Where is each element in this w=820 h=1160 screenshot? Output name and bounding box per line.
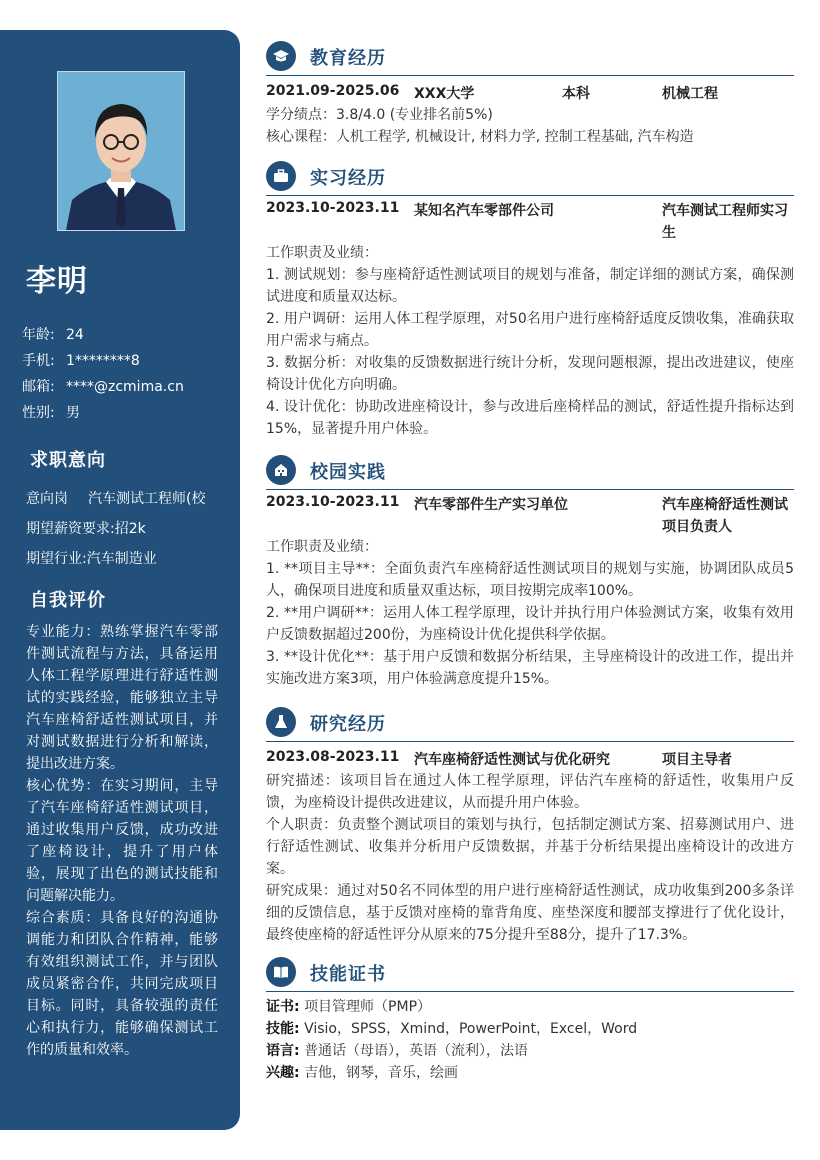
hobby-value: 吉他，钢琴，音乐，绘画 xyxy=(304,1065,459,1081)
phone-label: 手机: xyxy=(22,353,55,369)
lang-value: 普通话（母语），英语（流利），法语 xyxy=(304,1043,529,1059)
age-label: 年龄: xyxy=(22,327,55,343)
job-intent xyxy=(26,484,236,574)
intern-item: 1. 测试规划：参与座椅舒适性测试项目的规划与准备，制定详细的测试方案，确保测试进度和质量双达标。 xyxy=(266,267,794,305)
self-eval-paragraph: 核心优势：在实习期间，主导了汽车座椅舒适性测试项目，通过收集用户反馈，成功改进了座椅设计，提升了用户体验，展现了出色的测试技能和问题解决能力。 xyxy=(26,778,218,904)
edu-gpa: 学分绩点：3.8/4.0 (专业排名前5%) xyxy=(266,107,493,123)
info-phone xyxy=(22,348,232,374)
campus-row xyxy=(266,490,794,536)
cert-value: 项目管理师（PMP） xyxy=(304,999,432,1015)
intern-date: 2023.10-2023.11 xyxy=(266,200,400,216)
campus-item: 2. **用户调研**：运用人体工程学原理，设计并执行用户体验测试方案，收集有效用户反馈数据超过200份，为座椅设计优化提供科学依据。 xyxy=(266,605,794,643)
edu-date: 2021.09-2025.06 xyxy=(266,83,400,99)
self-eval-paragraph: 专业能力：熟练掌握汽车零部件测试流程与方法，具备运用人体工程学原理进行舒适性测试的实践经验，能够独立主导汽车座椅舒适性测试项目，并对测试数据进行分析和解读，提出改进方案。 xyxy=(26,624,218,772)
edu-major: 机械工程 xyxy=(662,86,718,102)
skill-label: 技能: xyxy=(266,1021,300,1037)
intern-intro: 工作职责及业绩： xyxy=(266,245,378,261)
section-header xyxy=(266,161,794,196)
info-age xyxy=(22,322,232,348)
research-project: 汽车座椅舒适性测试与优化研究 xyxy=(414,752,610,768)
intent-salary xyxy=(26,514,236,544)
intern-details xyxy=(266,242,794,440)
intern-item: 4. 设计优化：协助改进座椅设计，参与改进后座椅样品的测试，舒适性提升指标达到15%，显著提升用户体验。 xyxy=(266,399,794,437)
age-value: 24 xyxy=(66,327,84,343)
skill-tools xyxy=(266,1018,794,1040)
intent-heading: 求职意向 xyxy=(30,450,106,471)
intent-position xyxy=(26,484,236,514)
section-title: 技能证书 xyxy=(310,964,386,985)
section-title: 实习经历 xyxy=(310,168,386,189)
flask-icon xyxy=(266,707,296,737)
section-header xyxy=(266,41,794,76)
research-role: 项目主导者 xyxy=(662,752,732,768)
campus-details xyxy=(266,536,794,690)
research-row xyxy=(266,746,794,768)
internship-row xyxy=(266,196,794,242)
industry-value: 汽车制造业 xyxy=(86,551,157,567)
research-date: 2023.08-2023.11 xyxy=(266,749,400,765)
email-value: ****@zcmima.cn xyxy=(66,379,184,395)
research-details xyxy=(266,770,794,946)
lang-label: 语言: xyxy=(266,1043,300,1059)
campus-org: 汽车零部件生产实习单位 xyxy=(414,497,568,513)
building-icon xyxy=(266,455,296,485)
edu-degree: 本科 xyxy=(562,86,590,102)
candidate-name: 李明 xyxy=(26,264,88,299)
campus-role: 汽车座椅舒适性测试项目负责人 xyxy=(662,497,788,535)
section-header xyxy=(266,957,794,992)
position-label: 意向岗 xyxy=(26,491,68,507)
section-header xyxy=(266,707,794,742)
edu-courses: 核心课程：人机工程学, 机械设计, 材料力学, 控制工程基础, 汽车构造 xyxy=(266,129,694,145)
gender-value: 男 xyxy=(66,405,80,421)
edu-school: XXX大学 xyxy=(414,86,475,102)
campus-intro: 工作职责及业绩： xyxy=(266,539,378,555)
research-item: 个人职责：负责整个测试项目的策划与执行，包括制定测试方案、招募测试用户、进行舒适性测试、收集并分析用户反馈数据，并基于分析结果提出座椅设计的改进方案。 xyxy=(266,817,794,877)
education-row xyxy=(266,80,794,102)
self-eval-heading: 自我评价 xyxy=(30,590,106,611)
intent-industry xyxy=(26,544,236,574)
skill-cert xyxy=(266,996,794,1018)
skill-hobby xyxy=(266,1062,794,1084)
research-item: 研究成果：通过对50名不同体型的用户进行座椅舒适性测试，成功收集到200多条详细的反馈信息，基于反馈对座椅的靠背角度、座垫深度和腰部支撑进行了优化设计，最终使座椅的舒适性评分从原来的75分提升至88分，提升了17.3%。 xyxy=(266,883,794,943)
skill-value: Visio，SPSS，Xmind，PowerPoint，Excel，Word xyxy=(304,1021,638,1037)
phone-value: 1********8 xyxy=(66,353,140,369)
section-title: 教育经历 xyxy=(310,48,386,69)
research-section xyxy=(266,707,794,946)
book-icon xyxy=(266,957,296,987)
industry-label: 期望行业: xyxy=(26,551,87,567)
section-title: 研究经历 xyxy=(310,714,386,735)
info-email xyxy=(22,374,232,400)
cert-label: 证书: xyxy=(266,999,300,1015)
education-section xyxy=(266,41,794,148)
section-title: 校园实践 xyxy=(310,462,386,483)
avatar xyxy=(57,71,185,231)
gender-label: 性别: xyxy=(22,405,55,421)
campus-item: 1. **项目主导**：全面负责汽车座椅舒适性测试项目的规划与实施，协调团队成员5人，确保项目进度和质量双重达标，项目按期完成率100%。 xyxy=(266,561,794,599)
self-eval-paragraph: 综合素质：具备良好的沟通协调能力和团队合作精神，能够有效组织测试工作，并与团队成员紧密合作，共同完成项目目标。同时，具备较强的责任心和执行力，能够确保测试工作的质量和效率。 xyxy=(26,910,218,1058)
portrait-image xyxy=(58,72,184,230)
campus-section xyxy=(266,455,794,690)
intern-item: 3. 数据分析：对收集的反馈数据进行统计分析，发现问题根源，提出改进建议，使座椅设计优化方向明确。 xyxy=(266,355,794,393)
intern-role: 汽车测试工程师实习生 xyxy=(662,203,788,241)
personal-info xyxy=(22,322,232,426)
self-eval-text xyxy=(26,621,218,1061)
salary-value: 招2k xyxy=(114,521,146,537)
skills-section xyxy=(266,957,794,1084)
briefcase-icon xyxy=(266,161,296,191)
section-header xyxy=(266,455,794,490)
hobby-label: 兴趣: xyxy=(266,1065,300,1081)
sidebar xyxy=(0,30,240,1130)
research-item: 研究描述：该项目旨在通过人体工程学原理，评估汽车座椅的舒适性，收集用户反馈，为座椅设计提供改进建议，从而提升用户体验。 xyxy=(266,773,794,811)
intern-company: 某知名汽车零部件公司 xyxy=(414,203,554,219)
skills-list xyxy=(266,996,794,1084)
campus-item: 3. **设计优化**：基于用户反馈和数据分析结果，主导座椅设计的改进工作，提出并实施改进方案3项，用户体验满意度提升15%。 xyxy=(266,649,794,687)
edu-details xyxy=(266,104,794,148)
skill-language xyxy=(266,1040,794,1062)
campus-date: 2023.10-2023.11 xyxy=(266,494,400,510)
intern-item: 2. 用户调研：运用人体工程学原理，对50名用户进行座椅舒适度反馈收集，准确获取用户需求与痛点。 xyxy=(266,311,794,349)
graduation-cap-icon xyxy=(266,41,296,71)
internship-section xyxy=(266,161,794,440)
position-value: 汽车测试工程师(校 xyxy=(88,491,206,507)
salary-label: 期望薪资要求: xyxy=(26,521,115,537)
info-gender xyxy=(22,400,232,426)
email-label: 邮箱: xyxy=(22,379,55,395)
